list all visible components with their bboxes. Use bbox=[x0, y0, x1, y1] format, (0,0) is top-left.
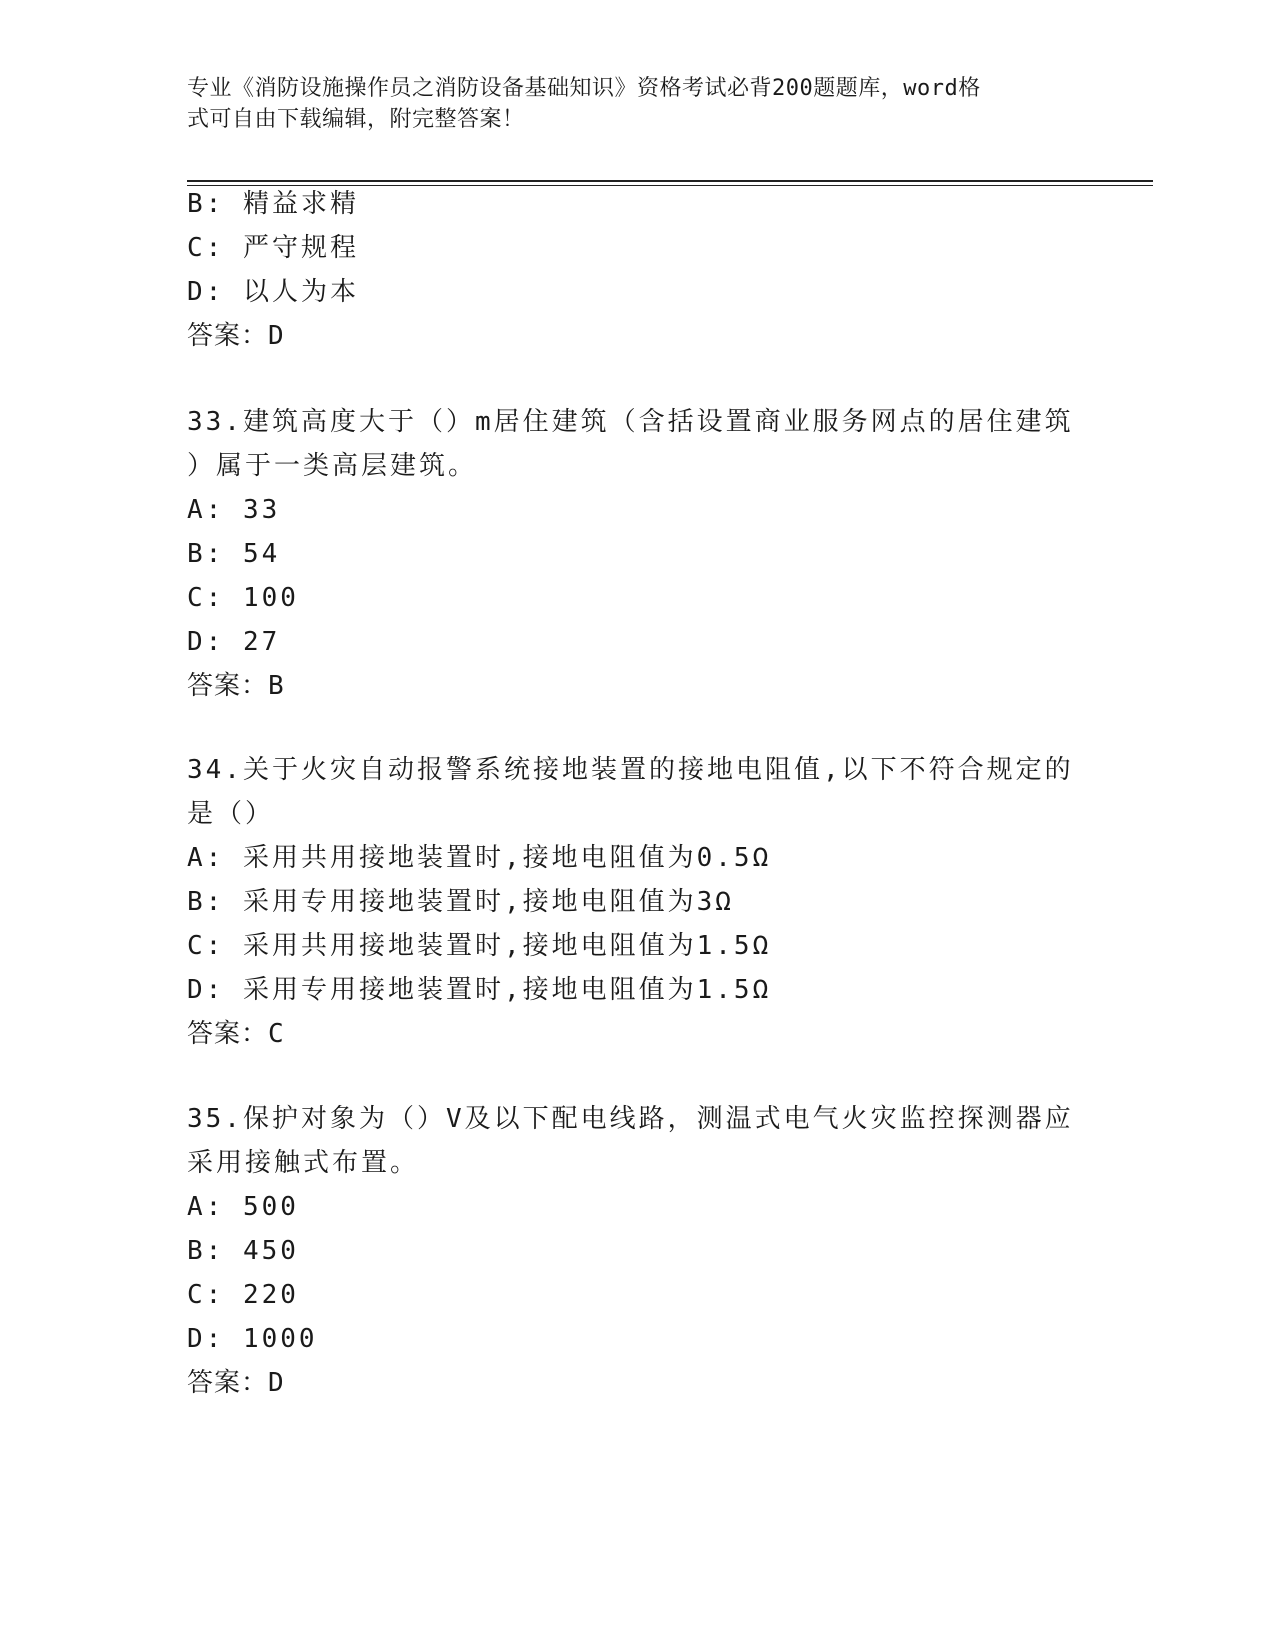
option-a: A: 采用共用接地装置时,接地电阻值为0.5Ω bbox=[187, 843, 772, 873]
option-d: D: 27 bbox=[187, 627, 281, 657]
answer-value: C bbox=[268, 1019, 285, 1049]
question-stem: 34.关于火灾自动报警系统接地装置的接地电阻值,以下不符合规定的 bbox=[187, 755, 1074, 785]
question-stem: 35.保护对象为（）V及以下配电线路，测温式电气火灾监控探测器应 bbox=[187, 1104, 1074, 1134]
question-stem: 33.建筑高度大于（）m居住建筑（含括设置商业服务网点的居住建筑 bbox=[187, 407, 1074, 437]
option-a: A: 33 bbox=[187, 495, 281, 525]
option-a: A: 500 bbox=[187, 1192, 299, 1222]
question-stem-cont: ）属于一类高层建筑。 bbox=[187, 451, 478, 481]
answer-line bbox=[187, 669, 285, 703]
answer-label: 答案： bbox=[187, 671, 269, 701]
header-line-1: 专业《消防设施操作员之消防设备基础知识》资格考试必背200题题库，word格 bbox=[187, 76, 981, 101]
question-stem-cont: 采用接触式布置。 bbox=[187, 1148, 420, 1178]
option-b: B: 精益求精 bbox=[187, 189, 359, 219]
document-header bbox=[187, 73, 1067, 135]
answer-line bbox=[187, 319, 285, 353]
option-c: C: 100 bbox=[187, 583, 299, 613]
answer-value: D bbox=[268, 1368, 285, 1398]
answer-label: 答案： bbox=[187, 1019, 269, 1049]
option-c: C: 严守规程 bbox=[187, 233, 359, 263]
question-stem-cont: 是（） bbox=[187, 799, 275, 829]
answer-label: 答案： bbox=[187, 321, 269, 351]
option-c: C: 采用共用接地装置时,接地电阻值为1.5Ω bbox=[187, 931, 772, 961]
answer-line bbox=[187, 1017, 285, 1051]
answer-line bbox=[187, 1366, 285, 1400]
option-d: D: 以人为本 bbox=[187, 277, 359, 307]
header-line-2: 式可自由下载编辑，附完整答案！ bbox=[187, 107, 525, 132]
answer-value: D bbox=[268, 321, 285, 351]
option-c: C: 220 bbox=[187, 1280, 299, 1310]
answer-label: 答案： bbox=[187, 1368, 269, 1398]
answer-value: B bbox=[268, 671, 285, 701]
option-b: B: 450 bbox=[187, 1236, 299, 1266]
option-b: B: 采用专用接地装置时,接地电阻值为3Ω bbox=[187, 887, 734, 917]
option-d: D: 1000 bbox=[187, 1324, 318, 1354]
header-divider bbox=[187, 180, 1153, 186]
option-d: D: 采用专用接地装置时,接地电阻值为1.5Ω bbox=[187, 975, 772, 1005]
option-b: B: 54 bbox=[187, 539, 281, 569]
